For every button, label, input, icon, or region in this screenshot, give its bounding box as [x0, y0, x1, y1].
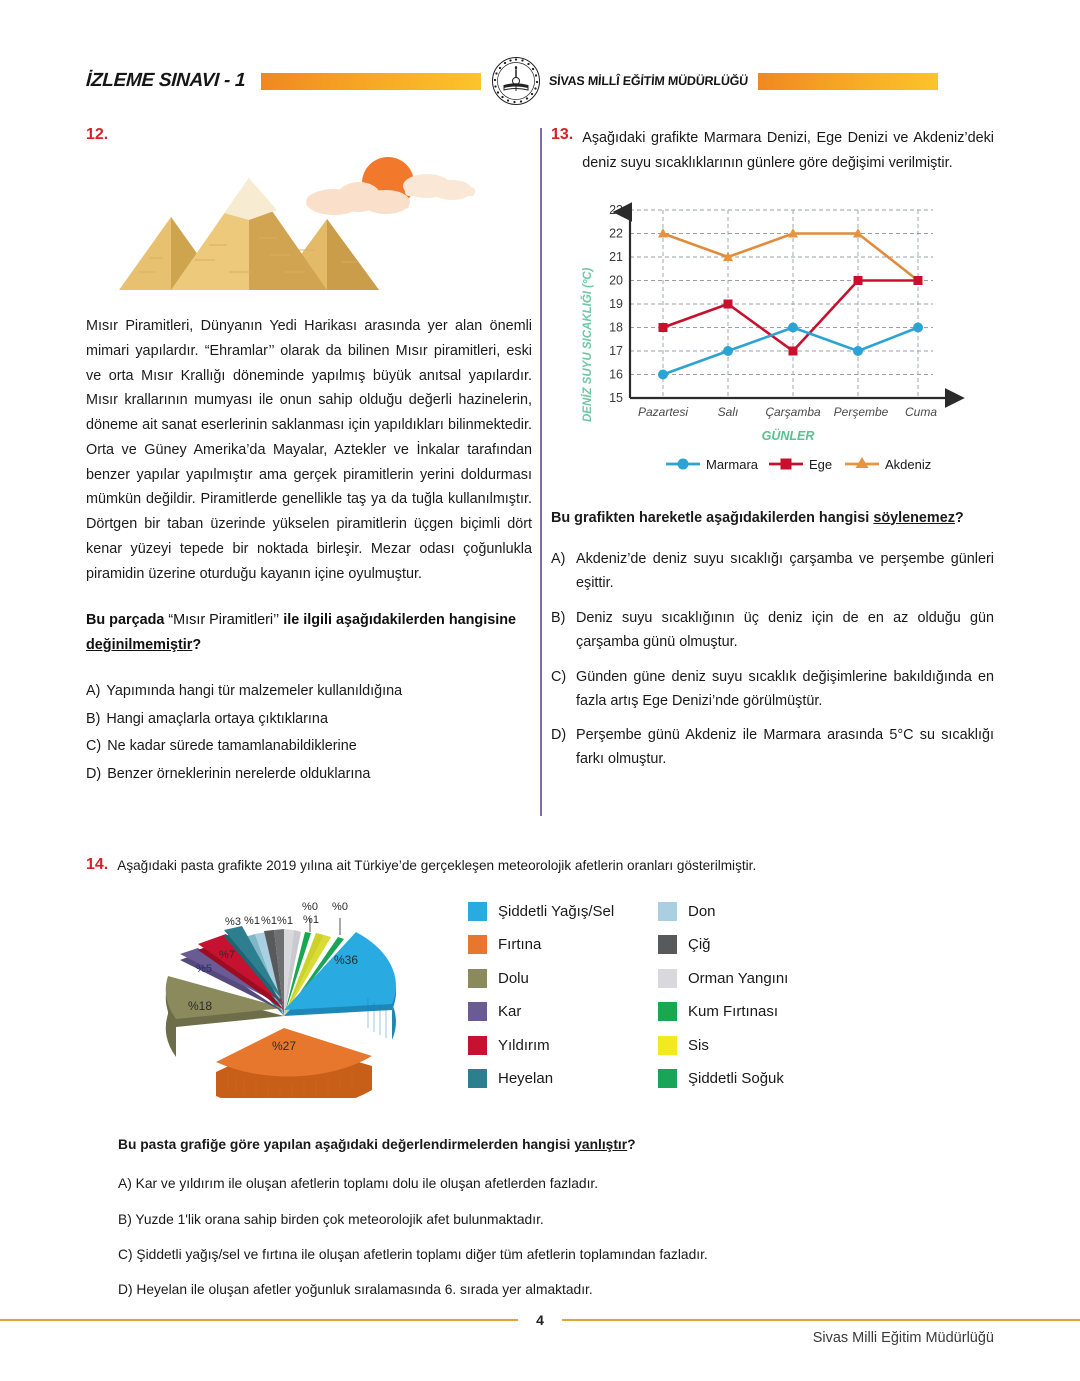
option-c-text: Günden güne deniz suyu sıcaklık değişimlerine bakıldığında en fazla artış Ege Denizi’nde görülmüştür. [576, 668, 994, 709]
header-org-name: SİVAS MİLLÎ EĞİTİM MÜDÜRLÜĞÜ [548, 74, 749, 88]
line-chart-svg [573, 192, 973, 482]
pie-label-siddetli-soguk: %0 [332, 901, 348, 914]
header-logo-group [491, 56, 748, 106]
chart-y-axis-title: DENİZ SUYU SICAKLIĞI (ºC) [581, 267, 594, 422]
legend-swatch-icon [658, 1036, 677, 1055]
header-bar-left [261, 73, 481, 90]
question-14-options [86, 1174, 994, 1299]
pie-label-sis: %0 [302, 901, 318, 914]
svg-text:Perşembe: Perşembe [833, 404, 888, 419]
option-b-text: Hangi amaçlarla ortaya çıktıklarına [106, 710, 328, 727]
legend-label: Şiddetli Yağış/Sel [498, 902, 615, 920]
q13-prompt-end: ? [954, 509, 964, 526]
option-a[interactable] [551, 548, 994, 596]
prompt-quote: “Mısır Piramitleri’’ [168, 612, 280, 629]
legend-item-sis [658, 1028, 838, 1062]
prompt-part-1: Bu parçada [86, 612, 165, 629]
legend-swatch-icon [468, 969, 487, 988]
prompt-end: ? [192, 637, 202, 654]
pyramids-illustration [86, 150, 532, 300]
legend-item-kum-firtinasi [658, 995, 838, 1029]
legend-item-dolu [468, 961, 648, 995]
legend-swatch-icon [468, 1002, 487, 1021]
question-12-options [86, 678, 532, 789]
legend-label: Don [688, 902, 716, 920]
option-d-label: D) [86, 765, 102, 782]
legend-swatch-icon [468, 1036, 487, 1055]
legend-label: Fırtına [498, 936, 542, 954]
svg-text:23: 23 [608, 202, 623, 217]
legend-label: Dolu [498, 969, 529, 987]
q13-prompt-part-1: Bu grafikten hareketle aşağıdakilerden hangisi [551, 509, 870, 526]
question-14-intro: Aşağıdaki pasta grafikte 2019 yılına ait Türkiye’de gerçekleşen meteorolojik afetlerin oranları gösterilmiştir. [117, 858, 757, 873]
cloud-icon [403, 174, 475, 200]
prompt-underlined: değinilmemiştir [86, 637, 193, 654]
pie-label-siddetli-yagis: %36 [333, 953, 359, 968]
column-divider [540, 128, 542, 816]
legend-swatch-icon [658, 1069, 677, 1088]
option-a-text: Akdeniz’de deniz suyu sıcaklığı çarşamba ve perşembe günleri eşittir. [576, 551, 994, 591]
q13-prompt-underlined: söylenemez [873, 509, 955, 526]
legend-swatch-icon [468, 1069, 487, 1088]
legend-swatch-icon [658, 1002, 677, 1021]
chart-legend [666, 457, 931, 472]
option-c[interactable]: C) Şiddetli yağış/sel ve fırtına ile oluşan afetlerin toplamı diğer tüm afetlerin toplamından fazladır. [118, 1247, 708, 1263]
option-a-text: Yapımında hangi tür malzemeler kullanıldığına [106, 682, 403, 699]
page-number: 4 [536, 1312, 544, 1328]
svg-text:19: 19 [608, 296, 623, 311]
legend-item-siddetli-yagis [468, 894, 648, 928]
legend-label: Yıldırım [498, 1036, 550, 1054]
option-d[interactable]: D) Heyelan ile oluşan afetler yoğunluk sıralamasında 6. sırada yer almaktadır. [118, 1282, 593, 1298]
svg-text:Çarşamba: Çarşamba [764, 404, 821, 419]
pie-label-kar: %5 [196, 963, 212, 976]
legend-label: Çiğ [688, 936, 711, 954]
question-13-block [551, 126, 994, 783]
pie-chart-legend [468, 888, 994, 1095]
legend-item-orman-yangini [658, 961, 838, 995]
legend-item-kar [468, 995, 648, 1029]
option-a[interactable]: A) Kar ve yıldırım ile oluşan afetlerin toplamı dolu ile oluşan afetlerden fazladır. [118, 1176, 599, 1192]
pie-label-orman-yangini: %1 [277, 915, 293, 928]
meteorological-disasters-pie-chart [124, 888, 444, 1103]
svg-text:20: 20 [608, 273, 623, 288]
legend-swatch-icon [658, 935, 677, 954]
option-c-label: C) [86, 738, 102, 755]
q14-prompt-part-1: Bu pasta grafiğe göre yapılan aşağıdaki değerlendirmelerden hangisi [118, 1137, 571, 1153]
question-12-number: 12. [86, 126, 109, 143]
option-d[interactable] [86, 761, 532, 789]
option-d-label: D) [551, 727, 567, 744]
footer-rule-right [562, 1319, 1080, 1321]
option-d-text: Benzer örneklerinin nerelerde olduklarına [107, 765, 371, 782]
footer-rule-left [0, 1319, 518, 1321]
meb-emblem-icon [491, 56, 541, 106]
question-13-options [551, 548, 994, 772]
svg-text:18: 18 [608, 320, 623, 335]
question-14-number: 14. [86, 856, 109, 873]
pie-label-dolu: %18 [187, 999, 213, 1014]
option-b[interactable] [86, 706, 532, 734]
option-a-label: A) [86, 682, 101, 699]
legend-label: Orman Yangını [688, 969, 789, 987]
option-b[interactable]: B) Yuzde 1'lik orana sahip birden çok meteorolojik afet bulunmaktadır. [118, 1211, 544, 1227]
legend-akdeniz: Akdeniz [884, 456, 931, 472]
legend-item-heyelan [468, 1062, 648, 1096]
option-a[interactable] [86, 678, 532, 706]
series-ege-line [663, 280, 918, 351]
question-14-block [86, 856, 994, 1316]
option-c-text: Ne kadar sürede tamamlanabildiklerine [107, 738, 357, 755]
legend-label: Şiddetli Soğuk [688, 1070, 784, 1088]
svg-text:Cuma: Cuma [904, 404, 937, 419]
question-14-prompt [86, 1137, 994, 1152]
option-d-text: Perşembe günü Akdeniz ile Marmara arasında 5°C su sıcaklığı farkı olmuştur. [576, 727, 994, 768]
legend-item-firtina [468, 928, 648, 962]
option-d[interactable] [551, 724, 994, 772]
legend-label: Kar [498, 1003, 522, 1021]
question-13-number: 13. [551, 126, 574, 143]
pie-chart-svg [124, 888, 444, 1098]
q14-prompt-end: ? [627, 1137, 636, 1153]
chart-gridlines-horizontal [630, 210, 933, 375]
pie-label-firtina: %27 [271, 1039, 297, 1054]
legend-swatch-icon [468, 902, 487, 921]
legend-item-yildirim [468, 1028, 648, 1062]
legend-item-cig [658, 928, 838, 962]
question-12-prompt [86, 608, 532, 658]
svg-text:Salı: Salı [717, 404, 738, 419]
option-b-label: B) [551, 609, 566, 626]
option-b-text: Deniz suyu sıcaklığının üç deniz için de en az olduğu gün çarşamba günü olmuştur. [576, 609, 994, 650]
chart-x-axis-title: GÜNLER [761, 428, 814, 443]
option-c-label: C) [551, 668, 567, 685]
header-bar-right [758, 73, 938, 90]
pie-label-kum-firtinasi: %1 [303, 914, 319, 927]
pyramid-scene-icon [109, 150, 509, 300]
pie-label-don: %1 [244, 915, 260, 928]
prompt-part-2: ile ilgili aşağıdakilerden hangisine [283, 612, 516, 629]
svg-text:17: 17 [608, 343, 623, 358]
pie-label-yildirim: %7 [219, 949, 235, 962]
legend-item-don [658, 894, 838, 928]
question-12-passage: Mısır Piramitleri, Dünyanın Yedi Harikası arasında yer alan önemli mimari yapılardır. “Ehramlar’’ olarak da bilinen Mısır piramitleri, eski ve orta Mısır Krallığı döneminde yapılmış büyük anıtsal yapılardır. Mısır krallarının mumyası ile onun sahip olduğu değerli hazinelerin, döneme ait sanat eserlerinin saklanması için yapıldıkları bilinmektedir. Orta ve Güney Amerika’da Mayalar, Aztekler ve İnkalar tarafından benzer yapılar yapılmıştır ama gerçek piramitlerin yerini doldurması mümkün değildir. Piramitlerde genellikle taş ya da tuğla kullanılmıştır. Dörtgen bir taban üzerinde yükselen piramitlerin üçgen biçimli dört kenar yüzeyi tepede bir noktada birleşir. Mezar odası çoğunlukla piramidin üzerine oturduğu kayanın içine oyulmuştur. [86, 318, 532, 582]
page-header [86, 58, 994, 104]
chart-y-ticks [609, 203, 623, 405]
q14-prompt-underlined: yanlıştır [574, 1137, 628, 1153]
pie-label-cig: %1 [261, 915, 277, 928]
legend-swatch-icon [468, 935, 487, 954]
svg-text:Pazartesi: Pazartesi [637, 404, 688, 419]
option-c[interactable] [551, 666, 994, 714]
footer-org-name: Sivas Milli Eğitim Müdürlüğü [812, 1330, 994, 1346]
page-footer [0, 1312, 1080, 1346]
exam-title: İZLEME SINAVI - 1 [85, 70, 246, 91]
option-a-label: A) [551, 551, 566, 568]
option-b-label: B) [86, 710, 101, 727]
chart-x-ticks [637, 405, 936, 419]
question-12-block [86, 126, 532, 789]
legend-swatch-icon [658, 902, 677, 921]
svg-text:22: 22 [608, 226, 623, 241]
svg-text:15: 15 [608, 390, 623, 405]
svg-text:16: 16 [608, 367, 623, 382]
question-13-text: Aşağıdaki grafikte Marmara Denizi, Ege Denizi ve Akdeniz’deki deniz suyu sıcaklıklarının günlere göre değişimi verilmiştir. [582, 130, 994, 171]
pie-label-heyelan: %3 [225, 916, 241, 929]
option-c[interactable] [86, 733, 532, 761]
legend-item-siddetli-soguk [658, 1062, 838, 1096]
svg-text:21: 21 [608, 249, 623, 264]
question-13-prompt [551, 506, 994, 530]
legend-marmara: Marmara [705, 456, 758, 472]
legend-ege: Ege [808, 456, 832, 472]
legend-label: Kum Fırtınası [688, 1003, 779, 1021]
legend-swatch-icon [658, 969, 677, 988]
option-b[interactable] [551, 607, 994, 655]
sea-temperature-line-chart [551, 192, 994, 482]
legend-label: Heyelan [498, 1070, 554, 1088]
series-akdeniz-markers [658, 228, 923, 285]
legend-label: Sis [688, 1036, 709, 1054]
